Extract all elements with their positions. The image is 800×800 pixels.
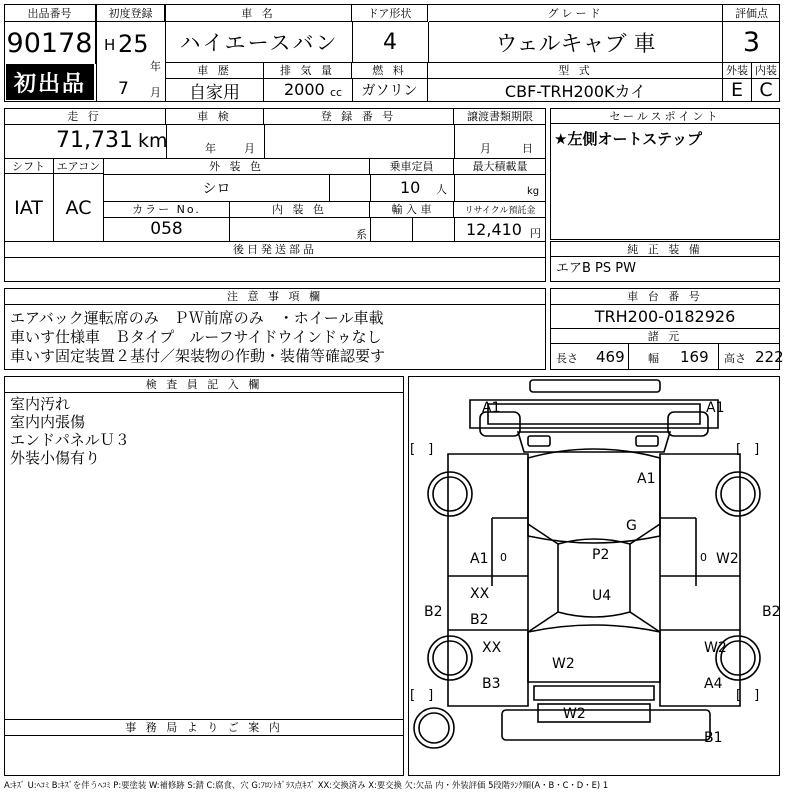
- info-line7: [4, 257, 546, 258]
- sales-point-box: [550, 108, 780, 240]
- seat-unit: 人: [436, 183, 447, 196]
- fuel-label: 燃 料: [352, 62, 428, 78]
- dim-div2: [718, 344, 719, 370]
- mark-rear-right-w2: W2: [704, 640, 727, 656]
- inspector-line-1: 室内汚れ: [10, 395, 71, 413]
- int-color-label: 内 装 色: [230, 201, 370, 217]
- plate-label: 登 録 番 号: [264, 108, 454, 124]
- displacement: 2000: [284, 80, 325, 99]
- parts-label: 後日発送部品: [233, 243, 317, 256]
- mark-windshield: G: [626, 518, 637, 534]
- chassis-number: TRH200-0182926: [550, 305, 780, 329]
- notes-line-1: エアバック運転席のみ ＰＷ前席のみ ・ホイール車載: [10, 309, 384, 327]
- mark-rear-window: W2: [552, 656, 575, 672]
- model-label: 型 式: [558, 64, 593, 77]
- inspect-year-unit: 年: [205, 142, 216, 155]
- color-no: 058: [104, 217, 230, 241]
- equipment-label: 純 正 装 備: [550, 241, 780, 257]
- first-listing-badge: 初出品: [6, 64, 94, 100]
- color: シロ: [104, 174, 330, 201]
- mark-left-zero: 0: [500, 551, 507, 564]
- mark-left-door: A1: [470, 551, 489, 567]
- kei-unit: 系: [356, 228, 367, 241]
- door-label: ドア形状: [352, 4, 428, 22]
- mark-floor-p2: P2: [592, 547, 610, 563]
- mark-bumper: W2: [563, 706, 586, 722]
- inspect-label: 車 検: [166, 108, 264, 124]
- inspect-month-unit: 月: [244, 142, 255, 155]
- cc-unit: cc: [330, 86, 343, 99]
- grade: ウェルキャブ 車: [495, 31, 656, 57]
- year-unit: 年: [150, 60, 161, 73]
- door-count: 4: [383, 29, 397, 55]
- sales-point-text: ★左側オートステップ: [554, 130, 702, 148]
- color-right-divider: [370, 174, 371, 201]
- yen-unit: 円: [530, 227, 541, 240]
- transfer-month-unit: 月: [480, 142, 491, 155]
- inspector-line-4: 外装小傷有り: [10, 449, 101, 467]
- color-no-label: カラー No.: [104, 201, 230, 217]
- ext-label: 外装: [723, 62, 752, 78]
- first-reg-label: 初度登録: [97, 4, 165, 22]
- notes-label: 注 意 事 項 欄: [4, 288, 546, 305]
- car-name: ハイエースバン: [179, 31, 339, 55]
- history-label: 車 歴: [166, 62, 264, 78]
- bracket-rear-right: [ ]: [736, 688, 760, 703]
- mark-rear-a4: A4: [704, 676, 723, 692]
- era: H: [104, 36, 116, 54]
- office-label: 事 務 局 よ り ご 案 内: [4, 719, 404, 736]
- width: 169: [680, 348, 709, 366]
- mark-rear-b3: B3: [482, 676, 501, 692]
- transfer-day-unit: 日: [522, 142, 533, 155]
- mark-side-right-b2: B2: [762, 604, 781, 620]
- km-unit: km: [138, 130, 168, 152]
- mark-front-left: A1: [482, 400, 501, 416]
- ac-label: エアコン: [54, 158, 104, 174]
- reg-year: 25: [118, 30, 149, 58]
- chassis-label: 車 台 番 号: [550, 288, 780, 305]
- lot-number: 90178: [4, 22, 96, 64]
- bracket-front-right: [ ]: [736, 442, 760, 457]
- mark-roof: A1: [637, 471, 656, 487]
- notes-line-2: 車いす仕様車 Ｂタイプ ルーフサイドウインドゥなし: [10, 328, 382, 346]
- history: 自家用: [166, 78, 264, 102]
- int-grade: C: [759, 79, 773, 101]
- info-line1: [4, 124, 546, 125]
- month-unit: 月: [150, 86, 161, 99]
- import-mid-divider: [412, 217, 413, 241]
- mark-front-right: A1: [706, 400, 725, 416]
- shift-label: シフト: [4, 158, 54, 174]
- reg-month: 7: [118, 79, 129, 99]
- seats-label: 乗車定員: [370, 158, 454, 174]
- height-label: 高さ: [724, 352, 746, 365]
- notes-line-3: 車いす固定装置２基付／架装物の作動・装備等確認要す: [10, 347, 386, 365]
- seats: 10: [400, 178, 421, 197]
- kg-unit: kg: [527, 186, 540, 197]
- intcolor-divider: [370, 217, 371, 241]
- legend: A:ｷｽﾞ U:ﾍｺﾐ B:ｷｽﾞを伴うﾍｺﾐ P:要塗装 W:補修跡 S:錆 C:腐食、穴 G:ﾌﾛﾝﾄｶﾞﾗｽ点ｷｽﾞ XX:交換済み X:要交換 欠:欠品 内・外装評価 5段階ﾗﾝｸ順(A・B・C・D・E) 1: [4, 780, 609, 790]
- lot-number-label: 出品番号: [4, 4, 96, 22]
- mark-left-b2: B2: [470, 612, 489, 628]
- height: 222: [755, 348, 784, 366]
- bracket-rear-left: [ ]: [410, 688, 434, 703]
- equipment-text: エアB PS PW: [556, 261, 636, 276]
- ac: AC: [54, 174, 104, 241]
- plate-divider: [454, 124, 455, 158]
- load-label: 最大積載量: [472, 160, 528, 173]
- width-label: 幅: [648, 352, 659, 365]
- mark-floor-u4: U4: [592, 588, 612, 604]
- recycle-label: リサイクル預託金: [464, 205, 536, 216]
- displacement-label: 排 気 量: [264, 62, 352, 78]
- car-diagram: [408, 376, 780, 776]
- ext-grade: E: [723, 78, 752, 102]
- color-label: 外 装 色: [104, 158, 370, 174]
- inspect-divider: [264, 124, 265, 158]
- inspector-label: 検 査 員 記 入 欄: [4, 376, 404, 393]
- seats-divider: [454, 174, 455, 201]
- mark-right-zero: 0: [700, 551, 707, 564]
- import-divider: [454, 217, 455, 241]
- transfer-label: 譲渡書類期限: [467, 110, 533, 123]
- mileage-label: 走 行: [4, 108, 166, 124]
- length-label: 長さ: [556, 352, 578, 365]
- grade-label: グレード: [429, 4, 722, 22]
- bracket-front-left: [ ]: [410, 442, 434, 457]
- mark-left-xx: XX: [470, 586, 490, 602]
- model: CBF-TRH200Kカイ: [504, 81, 647, 101]
- int-label: 内装: [755, 64, 777, 77]
- fuel: ガソリン: [352, 78, 428, 102]
- door-left-divider: [352, 22, 353, 62]
- dims-label: 諸 元: [550, 329, 780, 344]
- score: 3: [742, 26, 761, 58]
- mark-rear-b1: B1: [704, 730, 723, 746]
- inspector-line-3: エンドパネルＵ３: [10, 431, 130, 449]
- inspector-line-2: 室内内張傷: [10, 413, 86, 431]
- score-label: 評価点: [723, 4, 780, 22]
- car-name-label: 車 名: [166, 4, 352, 22]
- shift: IAT: [4, 174, 54, 241]
- mark-right-door: W2: [716, 551, 739, 567]
- dim-div1: [628, 344, 629, 370]
- mileage: 71,731: [56, 128, 133, 153]
- import-label: 輸 入 車: [370, 201, 454, 217]
- mark-rear-left-xx: XX: [482, 640, 502, 656]
- sales-point-label: セールスポイント: [550, 108, 780, 124]
- mark-side-left-b2: B2: [424, 604, 443, 620]
- recycle: 12,410: [466, 220, 522, 239]
- length: 469: [596, 348, 625, 366]
- mileage-divider: [166, 124, 167, 158]
